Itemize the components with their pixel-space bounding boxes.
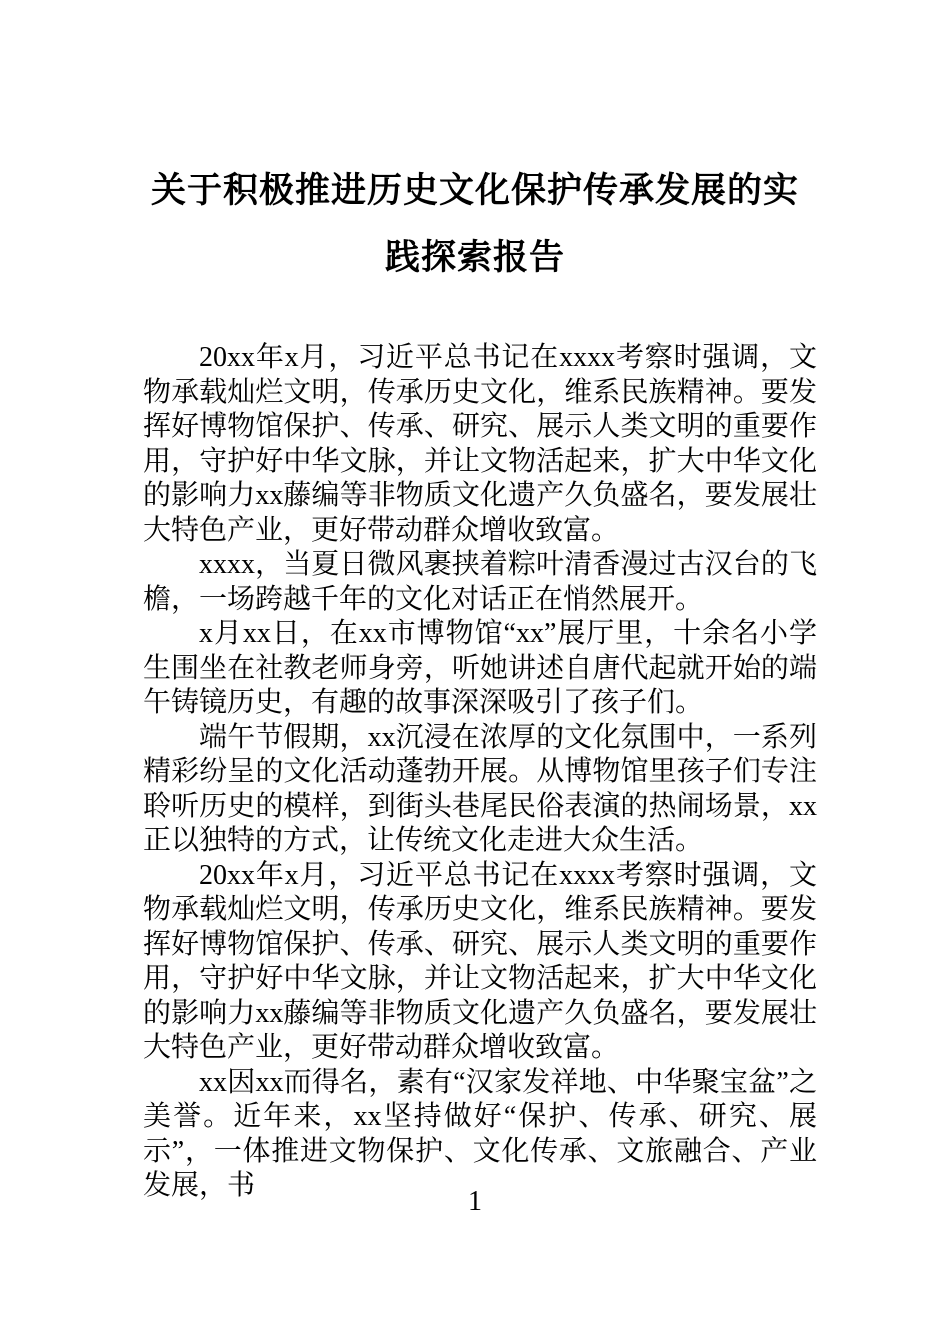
paragraph: 端午节假期，xx沉浸在浓厚的文化氛围中，一系列精彩纷呈的文化活动蓬勃开展。从博物馆里孩子们专注聆听历史的模样，到街头巷尾民俗表演的热闹场景，xx正以独特的方式，让传统文化走进大众生活。 — [143, 721, 817, 856]
document-body — [143, 341, 817, 1204]
page-number: 1 — [468, 1186, 482, 1217]
paragraph: xxxx，当夏日微风裹挟着粽叶清香漫过古汉台的飞檐，一场跨越千年的文化对话正在悄然展开。 — [143, 549, 817, 615]
paragraph: xx因xx而得名，素有“汉家发祥地、中华聚宝盆”之美誉。近年来，xx坚持做好“保护、传承、研究、展示”，一体推进文物保护、文化传承、文旅融合、产业发展，书 — [143, 1066, 817, 1201]
paragraph: 20xx年x月，习近平总书记在xxxx考察时强调，文物承载灿烂文明，传承历史文化，维系民族精神。要发挥好博物馆保护、传承、研究、展示人类文明的重要作用，守护好中华文脉，并让文物活起来，扩大中华文化的影响力xx藤编等非物质文化遗产久负盛名，要发展壮大特色产业，更好带动群众增收致富。 — [143, 859, 817, 1063]
paragraph: x月xx日，在xx市博物馆“xx”展厅里，十余名小学生围坐在社教老师身旁，听她讲述自唐代起就开始的端午铸镜历史，有趣的故事深深吸引了孩子们。 — [143, 618, 817, 718]
document-title — [0, 0, 950, 291]
paragraph: 20xx年x月，习近平总书记在xxxx考察时强调，文物承载灿烂文明，传承历史文化，维系民族精神。要发挥好博物馆保护、传承、研究、展示人类文明的重要作用，守护好中华文脉，并让文物活起来，扩大中华文化的影响力xx藤编等非物质文化遗产久负盛名，要发展壮大特色产业，更好带动群众增收致富。 — [143, 342, 817, 546]
page-footer — [0, 1186, 950, 1218]
title-line-1: 关于积极推进历史文化保护传承发展的实 — [150, 171, 799, 210]
title-line-2: 践探索报告 — [384, 238, 565, 277]
